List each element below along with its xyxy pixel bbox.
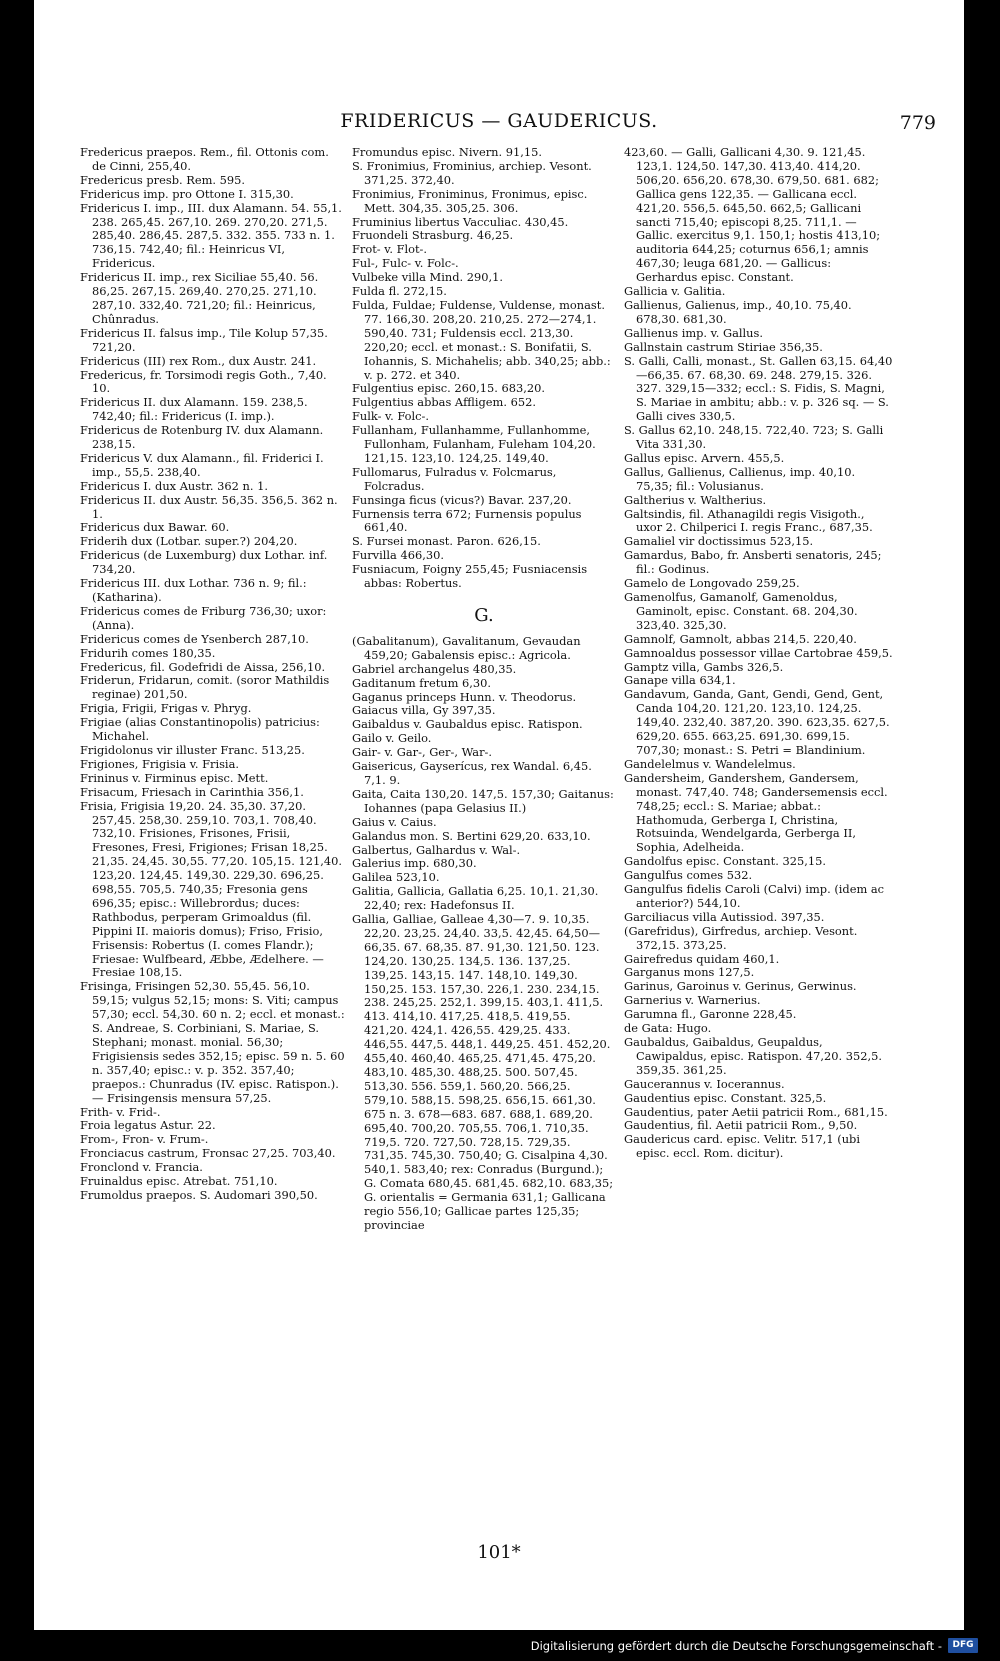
index-entry: Garciliacus villa Autissiod. 397,35.	[624, 909, 825, 924]
index-entry: Gaius v. Caius.	[352, 814, 437, 829]
index-entry: Gallnstain castrum Stiriae 356,35.	[624, 339, 823, 354]
index-entry: Fridericus de Rotenburg IV. dux Alamann. 238,15.	[80, 423, 324, 452]
index-entry: Fronclond v. Francia.	[80, 1160, 203, 1175]
digitization-footer	[0, 1630, 1000, 1661]
index-entry: Fromundus episc. Nivern. 91,15.	[352, 145, 542, 159]
index-entry: Fridericus II. dux Austr. 56,35. 356,5. 362 n. 1.	[80, 492, 338, 521]
index-entry: Fulda, Fuldae; Fuldense, Vuldense, monast. 77. 166,30. 208,20. 210,25. 272—274,1. 590,40. 731; Fuldensis eccl. 213,30. 220,20; eccl. et monast.: S. Bonifatii, S. Iohannis, S. Michahelis; abb. 340,25; abb.: v. p. 272. et 340.	[352, 297, 611, 382]
index-entry: Fridericus II. imp., rex Siciliae 55,40. 56. 86,25. 267,15. 269,40. 270,25. 271,10. 287,10. 332,40. 721,20; fil.: Heinricus, Chûnradus.	[80, 270, 319, 326]
index-entry: Fridericus dux Bawar. 60.	[80, 520, 230, 535]
index-entry: Fulk- v. Folc-.	[352, 409, 430, 424]
index-entry: Fulda fl. 272,15.	[352, 284, 447, 299]
index-entry: Gailo v. Geilo.	[352, 731, 432, 746]
index-entry: Frigiones, Frigisia v. Frisia.	[80, 756, 239, 771]
index-entry: Frisinga, Frisingen 52,30. 55,45. 56,10. 59,15; vulgus 52,15; mons: S. Viti; campus 57,30; eccl. 54,30. 60 n. 2; eccl. et monast.: S. Andreae, S. Corbiniani, S. Mariae, S. Stephani; monast. monial. 56,30; Frigisiensis sedes 352,15; episc. 59 n. 5. 60 n. 357,40; episc.: v. p. 352. 357,40; praepos.: Chunradus (IV. episc. Ratispon.). — Frisingensis mensura 57,25.	[80, 979, 345, 1105]
index-entry: (Gabalitanum), Gavalitanum, Gevaudan 459,20; Gabalensis episc.: Agricola.	[352, 633, 581, 662]
index-entry: Frigiae (alias Constantinopolis) patricius: Michahel.	[80, 715, 320, 744]
index-entry: Gandolfus episc. Constant. 325,15.	[624, 854, 826, 869]
index-entry: Friderun, Fridarun, comit. (soror Mathildis reginae) 201,50.	[80, 673, 330, 702]
index-entry: Frininus v. Firminus episc. Mett.	[80, 770, 269, 785]
index-entry: Gaganus princeps Hunn. v. Theodorus.	[352, 689, 577, 704]
index-entry: Fredericus, fil. Godefridi de Aissa, 256,10.	[80, 659, 326, 674]
index-entry: Frisacum, Friesach in Carinthia 356,1.	[80, 784, 304, 799]
index-entry: Fredericus presb. Rem. 595.	[80, 172, 245, 187]
document-page	[34, 0, 964, 1630]
footer-credit: Digitalisierung gefördert durch die Deutsche Forschungsgemeinschaft -	[530, 1639, 942, 1653]
index-entry: Fridericus (de Luxemburg) dux Lothar. inf. 734,20.	[80, 548, 328, 577]
index-entry: Frumoldus praepos. S. Audomari 390,50.	[80, 1187, 318, 1202]
index-entry: Gaudentius episc. Constant. 325,5.	[624, 1090, 827, 1105]
index-column-3	[624, 146, 894, 1161]
index-entry: Fruminius libertus Vacculiac. 430,45.	[352, 214, 569, 229]
index-entry: Fridericus imp. pro Ottone I. 315,30.	[80, 186, 294, 201]
index-entry: Gangulfus comes 532.	[624, 868, 753, 883]
section-letter-heading: G.	[474, 605, 494, 626]
index-entry: Gamardus, Babo, fr. Ansberti senatoris, 245; fil.: Godinus.	[624, 548, 882, 577]
index-entry: Frot- v. Flot-.	[352, 242, 428, 257]
page-header	[34, 106, 964, 142]
index-entry: Fridericus (III) rex Rom., dux Austr. 241.	[80, 353, 317, 368]
dfg-logo: DFG	[948, 1638, 978, 1653]
index-entry: Frith- v. Frid-.	[80, 1104, 161, 1119]
index-entry: 423,60. — Galli, Gallicani 4,30. 9. 121,45. 123,1. 124,50. 147,30. 413,40. 414,20. 506,20. 656,20. 678,30. 679,50. 681. 682; Gallica gens 122,35. — Gallicana eccl. 421,20. 556,5. 645,50. 662,5; Gallicani sancti 715,40; episcopi 8,25. 711,1. — Gallic. exercitus 9,1. 150,1; hostis 413,10; auditoria 644,25; coturnus 656,1; amnis 467,30; leuga 681,20. — Gallicus: Gerhardus episc. Constant.	[624, 145, 881, 285]
index-entry: Fullomarus, Fulradus v. Folcmarus, Folcradus.	[352, 464, 557, 493]
index-entry: Gamnoaldus possessor villae Cartobrae 459,5.	[624, 645, 893, 660]
index-entry: Frisia, Frigisia 19,20. 24. 35,30. 37,20. 257,45. 258,30. 259,10. 703,1. 708,40. 732,10. Frisiones, Frisones, Frisii, Fresones, Fresi, Frigiones; Frisan 18,25. 21,35. 24,45. 30,55. 77,20. 105,15. 121,40. 123,20. 124,45. 149,30. 229,30. 696,25. 698,55. 705,5. 740,35; Fresonia gens 696,35; episc.: Willebrordus; duces: Rathbodus, perperam Grimoaldus (fil. Pippini II. maioris domus); Friso, Frisio, Frisensis: Robertus (I. comes Flandr.); Friesae: Wulfbeard, Æbbe, Ædelhere. — Fresiae 108,15.	[80, 798, 342, 980]
index-entry: Garumna fl., Garonne 228,45.	[624, 1007, 797, 1022]
index-entry: Gaudericus card. episc. Velitr. 517,1 (ubi episc. eccl. Rom. dicitur).	[624, 1132, 860, 1161]
index-entry: Fruondeli Strasburg. 46,25.	[352, 228, 514, 243]
index-entry: Gaita, Caita 130,20. 147,5. 157,30; Gaitanus: Iohannes (papa Gelasius II.)	[352, 786, 614, 815]
index-entry: Fridericus comes de Friburg 736,30; uxor: (Anna).	[80, 603, 327, 632]
index-entry: (Garefridus), Girfredus, archiep. Vesont. 372,15. 373,25.	[624, 923, 858, 952]
index-entry: Gaucerannus v. Iocerannus.	[624, 1076, 785, 1091]
index-column-2	[352, 146, 616, 1233]
index-entry: Fredericus praepos. Rem., fil. Ottonis com. de Cinni, 255,40.	[80, 145, 329, 173]
index-entry: Ful-, Fulc- v. Folc-.	[352, 256, 459, 271]
index-entry: Gallienus imp. v. Gallus.	[624, 325, 763, 340]
page-number: 779	[899, 112, 936, 134]
index-entry: Gairefredus quidam 460,1.	[624, 951, 780, 966]
index-entry: Gandersheim, Gandershem, Gandersem, monast. 747,40. 748; Gandersemensis eccl. 748,25; eccl.: S. Mariae; abbat.: Hathomuda, Gerberga I, Christina, Rotsuinda, Wendelgarda, Gerberga II, Sophia, Adelheida.	[624, 770, 888, 855]
index-entry: Gamnolf, Gamnolt, abbas 214,5. 220,40.	[624, 631, 857, 646]
running-title: FRIDERICUS — GAUDERICUS.	[340, 110, 658, 132]
index-entry: Gandelelmus v. Wandelelmus.	[624, 756, 796, 771]
index-entry: Gandavum, Ganda, Gant, Gendi, Gend, Gent, Canda 104,20. 121,20. 123,10. 124,25. 149,40. 232,40. 387,20. 390. 623,35. 627,5. 629,20. 655. 663,25. 691,30. 699,15. 707,30; monast.: S. Petri = Blandinium.	[624, 687, 890, 757]
index-entry: Fronciacus castrum, Fronsac 27,25. 703,40.	[80, 1146, 336, 1161]
index-entry: Gaibaldus v. Gaubaldus episc. Ratispon.	[352, 717, 583, 732]
signature-mark: 101*	[477, 1542, 521, 1563]
index-entry: Garnerius v. Warnerius.	[624, 993, 761, 1008]
index-entry: Gangulfus fidelis Caroli (Calvi) imp. (idem ac anterior?) 544,10.	[624, 882, 885, 910]
index-entry: Gamptz villa, Gambs 326,5.	[624, 659, 784, 674]
index-entry: Gaudentius, fil. Aetii patricii Rom., 9,50.	[624, 1118, 858, 1133]
index-entry: Fridericus V. dux Alamann., fil. Friderici I. imp., 55,5. 238,40.	[80, 450, 324, 479]
index-entry: S. Galli, Calli, monast., St. Gallen 63,15. 64,40—66,35. 67. 68,30. 69. 248. 279,15. 326. 327. 329,15—332; eccl.: S. Fidis, S. Magni, S. Mariae in ambitu; abb.: v. p. 326 sq. — S. Galli cives 330,5.	[624, 353, 893, 424]
index-entry: From-, Fron- v. Frum-.	[80, 1132, 209, 1147]
index-entry: Gallia, Galliae, Galleae 4,30—7. 9. 10,35. 22,20. 23,25. 24,40. 33,5. 42,45. 64,50—66,35. 67. 68,35. 87. 91,30. 121,50. 123. 124,20. 130,25. 134,5. 136. 137,25. 139,25. 143,15. 147. 148,10. 149,30. 150,25. 153. 157,30. 226,1. 230. 234,15. 238. 245,25. 252,1. 399,15. 403,1. 411,5. 413. 414,10. 417,25. 418,5. 419,55. 421,20. 424,1. 426,55. 429,25. 433. 446,55. 447,5. 448,1. 449,25. 451. 452,20. 455,40. 460,40. 465,25. 471,45. 475,20. 483,10. 485,30. 488,25. 500. 507,45. 513,30. 556. 559,1. 560,20. 566,25. 579,10. 588,15. 598,25. 656,15. 661,30. 675 n. 3. 678—683. 687. 688,1. 689,20. 695,40. 700,20. 705,55. 706,1. 710,35. 719,5. 720. 727,50. 728,15. 729,35. 731,35. 745,30. 750,40; G. Cisalpina 4,30. 540,1. 583,40; rex: Conradus (Burgund.); G. Comata 680,45. 681,45. 682,10. 683,35; G. orientalis = Germania 631,1; Gallicana regio 556,10; Gallicae partes 125,35; provinciae	[352, 912, 614, 1232]
index-entry: Friderih dux (Lotbar. super.?) 204,20.	[80, 534, 298, 549]
index-entry: S. Gallus 62,10. 248,15. 722,40. 723; S. Galli Vita 331,30.	[624, 423, 884, 452]
index-entry: Gamenolfus, Gamanolf, Gamenoldus, Gaminolt, episc. Constant. 68. 204,30. 323,40. 325,30.	[624, 590, 858, 632]
index-entry: Frigidolonus vir illuster Franc. 513,25.	[80, 742, 305, 757]
index-entry: Gamelo de Longovado 259,25.	[624, 576, 800, 591]
index-entry: Frigia, Frigii, Frigas v. Phryg.	[80, 701, 252, 716]
index-entry: Galilea 523,10.	[352, 870, 440, 885]
index-entry: Galtherius v. Waltherius.	[624, 492, 767, 507]
index-entry: Fridericus II. dux Alamann. 159. 238,5. 742,40; fil.: Fridericus (I. imp.).	[80, 395, 308, 424]
index-entry: Garganus mons 127,5.	[624, 965, 755, 980]
index-entry: Fullanham, Fullanhamme, Fullanhomme, Fullonham, Fulanham, Fuleham 104,20. 121,15. 123,10. 124,25. 149,40.	[352, 423, 596, 465]
index-column-1	[80, 146, 345, 1203]
index-entry: Gallicia v. Galitia.	[624, 284, 726, 299]
index-entry: Fulgentius episc. 260,15. 683,20.	[352, 381, 545, 396]
index-entry: Fridericus I. dux Austr. 362 n. 1.	[80, 478, 268, 493]
index-entry: Fridericus III. dux Lothar. 736 n. 9; fil.: (Katharina).	[80, 576, 307, 604]
index-entry: Fridericus comes de Ysenberch 287,10.	[80, 631, 309, 646]
index-entry: Funsinga ficus (vicus?) Bavar. 237,20.	[352, 492, 572, 507]
index-entry: Gaubaldus, Gaibaldus, Geupaldus, Cawipaldus, episc. Ratispon. 47,20. 352,5. 359,35. 361,25.	[624, 1035, 882, 1077]
index-entry: Gaiacus villa, Gy 397,35.	[352, 703, 496, 718]
index-entry: Furvilla 466,30.	[352, 548, 444, 563]
index-entry: Gallienus, Galienus, imp., 40,10. 75,40. 678,30. 681,30.	[624, 297, 852, 326]
index-entry: Fulgentius abbas Affligem. 652.	[352, 395, 536, 410]
index-entry: Ganape villa 634,1.	[624, 673, 736, 688]
index-entry: Galbertus, Galhardus v. Wal-.	[352, 842, 521, 857]
index-entry: Fusniacum, Foigny 255,45; Fusniacensis abbas: Robertus.	[352, 562, 588, 591]
index-entry: Fridurih comes 180,35.	[80, 645, 216, 660]
index-entry: S. Fursei monast. Paron. 626,15.	[352, 534, 541, 549]
index-entry: Vulbeke villa Mind. 290,1.	[352, 270, 503, 285]
index-entry: Gaisericus, Gayserícus, rex Wandal. 6,45. 7,1. 9.	[352, 759, 592, 787]
index-entry: Gamaliel vir doctissimus 523,15.	[624, 534, 814, 549]
index-entry: Gaudentius, pater Aetii patricii Rom., 681,15.	[624, 1104, 888, 1119]
index-entry: Froia legatus Astur. 22.	[80, 1118, 216, 1133]
index-entry: Galerius imp. 680,30.	[352, 856, 477, 871]
index-entry: Fridericus II. falsus imp., Tile Kolup 57,35. 721,20.	[80, 325, 328, 354]
index-entry: Galandus mon. S. Bertini 629,20. 633,10.	[352, 828, 591, 843]
index-entry: Gabriel archangelus 480,35.	[352, 661, 517, 676]
index-entry: Fredericus, fr. Torsimodi regis Goth., 7,40. 10.	[80, 367, 327, 396]
index-entry: Fronimius, Froniminus, Fronimus, episc. Mett. 304,35. 305,25. 306.	[352, 186, 588, 215]
index-entry: Galtsindis, fil. Athanagildi regis Visigoth., uxor 2. Chilperici I. regis Franc., 687,35.	[624, 506, 873, 535]
index-entry: Gaditanum fretum 6,30.	[352, 675, 492, 690]
index-entry: Furnensis terra 672; Furnensis populus 661,40.	[352, 506, 582, 535]
index-entry: S. Fronimius, Frominius, archiep. Vesont. 371,25. 372,40.	[352, 158, 592, 187]
index-entry: Gallus, Gallienus, Callienus, imp. 40,10. 75,35; fil.: Volusianus.	[624, 464, 856, 493]
index-entry: Galitia, Gallicia, Gallatia 6,25. 10,1. 21,30. 22,40; rex: Hadefonsus II.	[352, 884, 599, 913]
index-entry: Gair- v. Gar-, Ger-, War-.	[352, 745, 492, 760]
index-entry: de Gata: Hugo.	[624, 1021, 712, 1036]
index-entry: Fruinaldus episc. Atrebat. 751,10.	[80, 1174, 278, 1189]
index-entry: Gallus episc. Arvern. 455,5.	[624, 450, 785, 465]
index-entry: Fridericus I. imp., III. dux Alamann. 54. 55,1. 238. 265,45. 267,10. 269. 270,20. 271,5. 285,40. 286,45. 287,5. 332. 355. 733 n. 1. 736,15. 742,40; fil.: Heinricus VI, Fridericus.	[80, 200, 342, 271]
index-entry: Garinus, Garoinus v. Gerinus, Gerwinus.	[624, 979, 857, 994]
